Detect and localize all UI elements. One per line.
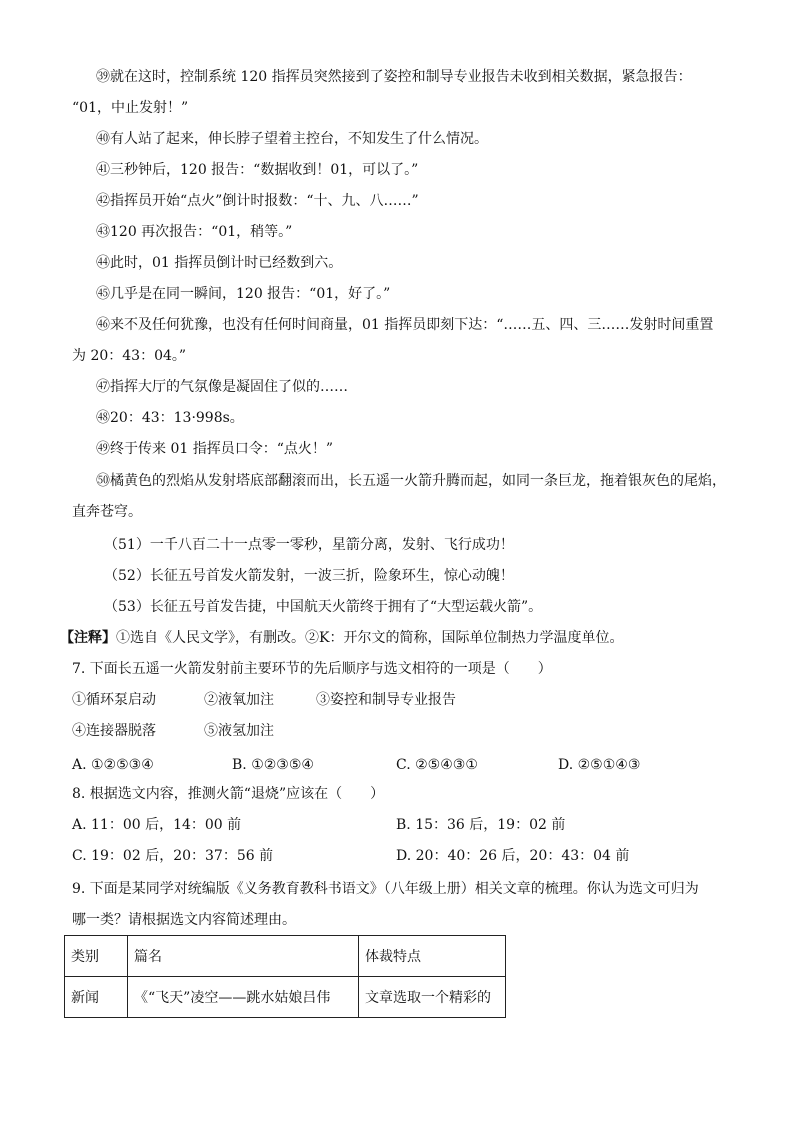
question-9-stem-line2: 哪一类？请根据选文内容简述理由。 [72,912,296,928]
paragraph-46-line1: ㊻来不及任何犹豫，也没有任何时间商量，01 指挥员即刻下达：“……五、四、三……发射时间重置 [96,317,714,333]
paragraph-39-line2: “01，中止发射！” [72,100,189,116]
paragraph-52: （52）长征五号首发火箭发射，一波三折，险象环生，惊心动魄！ [104,568,514,584]
paragraph-50-line1: ㊿橘黄色的烈焰从发射塔底部翻滚而出，长五遥一火箭升腾而起，如同一条巨龙，拖着银灰色的尾焰， [96,473,726,489]
paragraph-42: ㊷指挥员开始“点火”倒计时报数：“十、九、八……” [96,193,419,209]
q8-option-d[interactable]: D. 20：40：26 后，20：43：04 前 [396,848,630,864]
q7-option-d[interactable]: D. ②⑤①④③ [558,757,641,773]
q7-item-3: ③姿控和制导专业报告 [316,692,456,708]
table-header-category: 类别 [65,936,128,977]
question-9-stem-line1: 9. 下面是某同学对统编版《义务教育教科书语文》（八年级上册）相关文章的梳理。你认为选文可归为 [72,881,699,897]
table-header-title: 篇名 [128,936,359,977]
q7-option-a[interactable]: A. ①②⑤③④ [72,757,154,773]
note-label: 【注释】 [60,630,116,646]
table-row [65,977,506,1018]
q7-item-2: ②液氧加注 [204,692,274,708]
paragraph-50-line2: 直奔苍穹。 [72,504,142,520]
table-cell-features: 文章选取一个精彩的 [359,977,506,1018]
paragraph-40: ㊵有人站了起来，伸长脖子望着主控台，不知发生了什么情况。 [96,131,488,147]
note [60,628,623,648]
q8-option-a[interactable]: A. 11：00 后，14：00 前 [72,817,242,833]
q7-item-4: ④连接器脱落 [72,723,156,739]
paragraph-39-line1: ㊴就在这时，控制系统 120 指挥员突然接到了姿控和制导专业报告未收到相关数据，紧急报告： [96,69,692,85]
q7-item-1: ①循环泵启动 [72,692,156,708]
q7-option-c[interactable]: C. ②⑤④③① [396,757,478,773]
paragraph-51: （51）一千八百二十一点零一零秒，星箭分离，发射、飞行成功！ [104,537,514,553]
q8-option-c[interactable]: C. 19：02 后，20：37：56 前 [72,848,274,864]
question-7-stem: 7. 下面长五遥一火箭发射前主要环节的先后顺序与选文相符的一项是（ ） [72,661,552,677]
table-header-features: 体裁特点 [359,936,506,977]
paragraph-45: ㊺几乎是在同一瞬间，120 报告：“01，好了。” [96,286,391,302]
q7-item-5: ⑤液氢加注 [204,723,274,739]
table-header-row [65,936,506,977]
table-cell-category: 新闻 [65,977,128,1018]
paragraph-41: ㊶三秒钟后，120 报告：“数据收到！01，可以了。” [96,162,419,178]
q7-option-b[interactable]: B. ①②③⑤④ [232,757,314,773]
paragraph-44: ㊹此时，01 指挥员倒计时已经数到六。 [96,255,343,271]
paragraph-53: （53）长征五号首发告捷，中国航天火箭终于拥有了“大型运载火箭”。 [104,599,543,615]
q8-option-b[interactable]: B. 15：36 后，19：02 前 [396,817,566,833]
classification-table [64,935,506,1018]
note-text: ①选自《人民文学》，有删改。②K：开尔文的简称，国际单位制热力学温度单位。 [116,630,624,646]
paragraph-49: ㊾终于传来 01 指挥员口令：“点火！” [96,441,334,457]
paragraph-43: ㊸120 再次报告：“01，稍等。” [96,224,293,240]
table-cell-title: 《“飞天”凌空——跳水姑娘吕伟 [128,977,359,1018]
paragraph-48: ㊽20：43：13·998s。 [96,410,244,426]
paragraph-47: ㊼指挥大厅的气氛像是凝固住了似的…… [96,379,348,395]
question-8-stem: 8. 根据选文内容，推测火箭“退烧”应该在（ ） [72,786,385,802]
paragraph-46-line2: 为 20：43：04。” [72,348,187,364]
